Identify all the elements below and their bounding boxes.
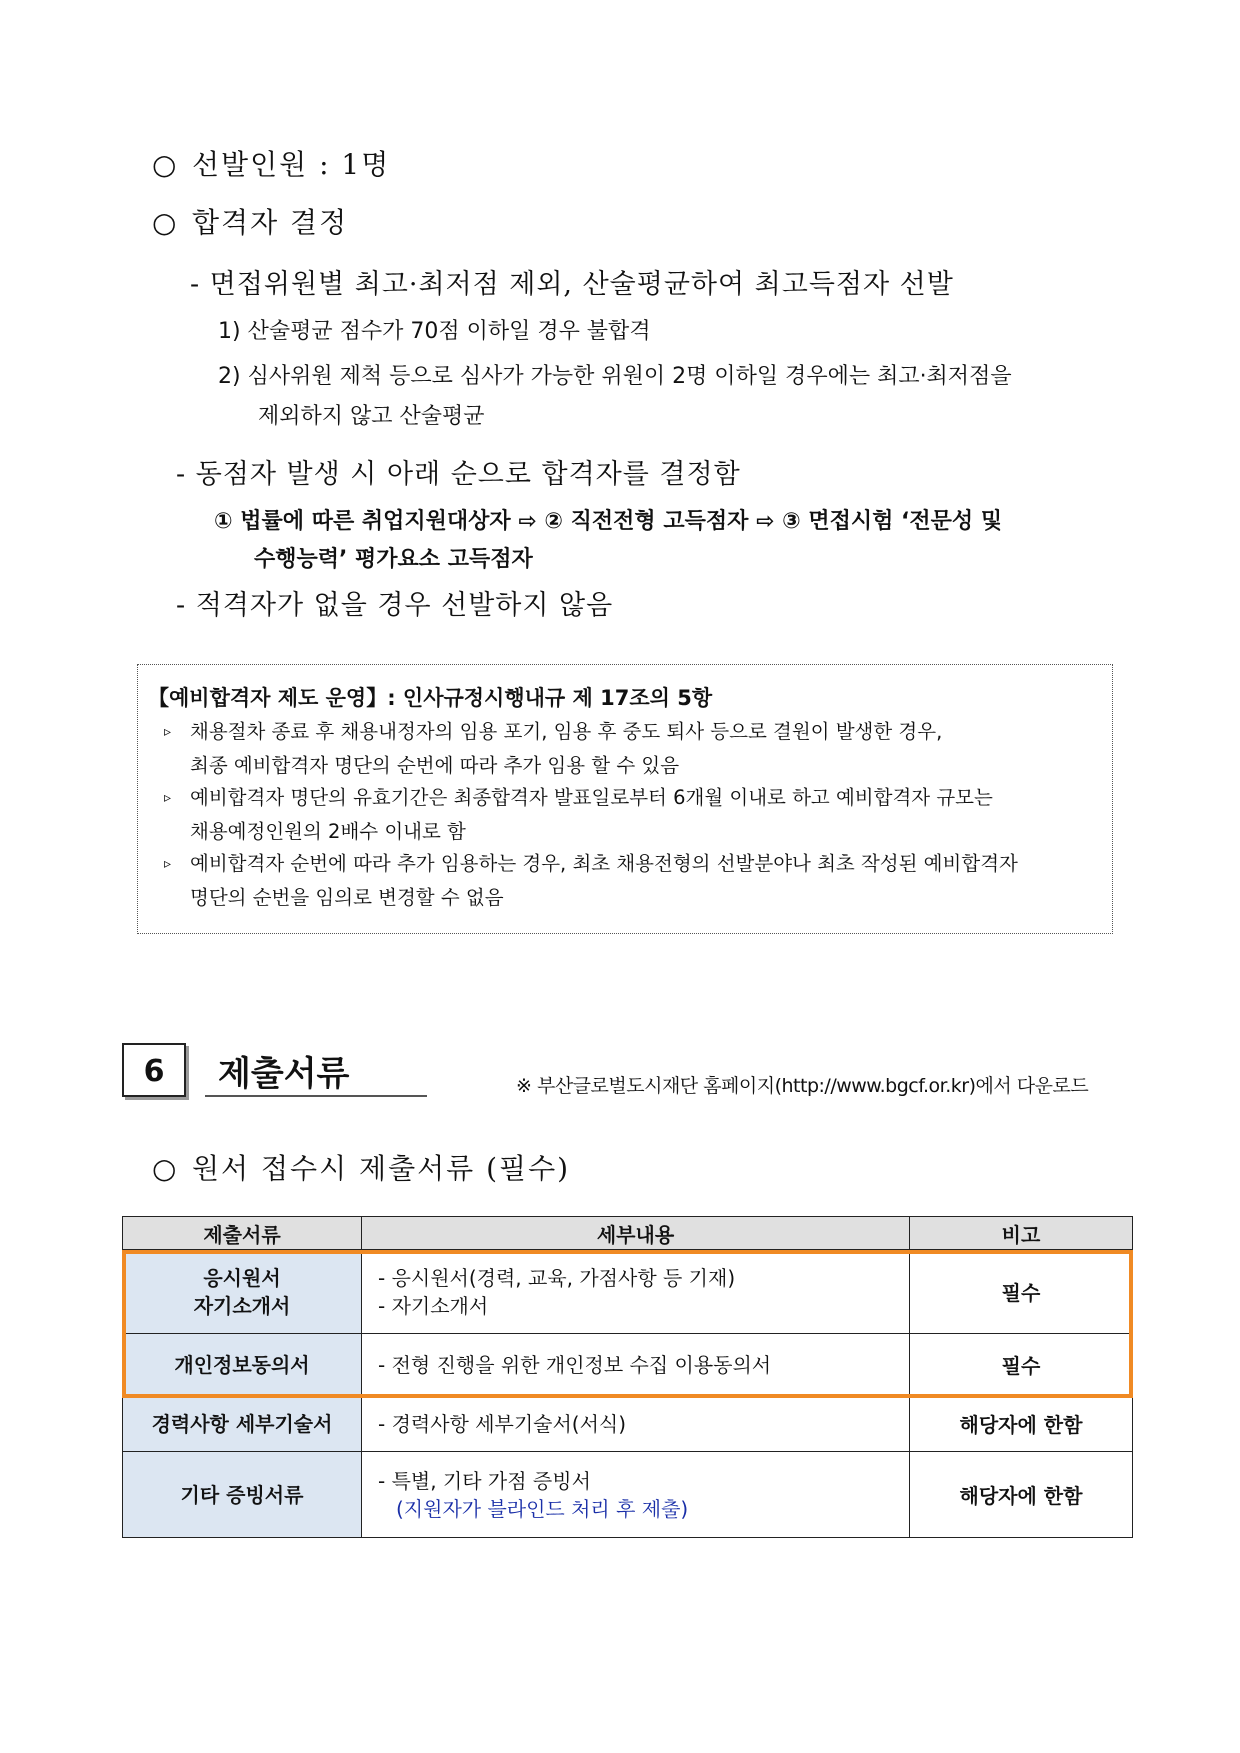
decision-sub-1: 1) 산술평균 점수가 70점 이하일 경우 불합격 — [218, 319, 651, 344]
doc-note-cell: 해당자에 한함 — [910, 1396, 1133, 1452]
triangle-bullet-icon: ▹ — [164, 790, 172, 806]
doc-note-cell: 필수 — [910, 1334, 1133, 1396]
doc-name-cell: 개인정보동의서 — [123, 1334, 362, 1396]
table-row — [123, 1452, 1133, 1538]
table-row — [123, 1250, 1133, 1334]
bullet-required-docs: ○ 원서 접수시 제출서류 (필수) — [152, 1152, 571, 1185]
doc-note-cell: 해당자에 한함 — [910, 1452, 1133, 1538]
table-row — [123, 1334, 1133, 1396]
section-number: 6 — [122, 1043, 186, 1097]
doc-detail-cell: - 특별, 기타 가점 증빙서 (지원자가 블라인드 처리 후 제출) — [362, 1452, 910, 1538]
bullet-decision: ○ 합격자 결정 — [152, 206, 349, 239]
decision-sub-2-cont: 제외하지 않고 산술평균 — [258, 404, 485, 429]
doc-name-cell: 경력사항 세부기술서 — [123, 1396, 362, 1452]
bullet-selection-count: ○ 선발인원 : 1명 — [152, 148, 391, 181]
download-note: ※ 부산글로벌도시재단 홈페이지(http://www.bgcf.or.kr)에서 다운로드 — [516, 1075, 1089, 1097]
decision-dash-2: - 동점자 발생 시 아래 순으로 합격자를 결정함 — [176, 459, 741, 490]
section-title: 제출서류 — [218, 1054, 350, 1094]
section-title-underline — [205, 1095, 427, 1097]
circle-bullet-icon: ○ — [152, 148, 179, 181]
tie-break-order: ① 법률에 따른 취업지원대상자 ⇨ ② 직전전형 고득점자 ⇨ ③ 면접시험 ‘전문성 및 — [214, 509, 1003, 534]
table-header-row — [123, 1217, 1133, 1250]
triangle-bullet-icon: ▹ — [164, 724, 172, 740]
decision-sub-2: 2) 심사위원 제척 등으로 심사가 가능한 위원이 2명 이하일 경우에는 최고·최저점을 — [218, 364, 1012, 389]
doc-detail-cell: - 응시원서(경력, 교육, 가점사항 등 기재) - 자기소개서 — [362, 1250, 910, 1334]
circle-bullet-icon: ○ — [152, 1152, 179, 1185]
reserve-box-title: 【예비합격자 제도 운영】: 인사규정시행내규 제 17조의 5항 — [148, 686, 713, 710]
tie-break-order-cont: 수행능력’ 평가요소 고득점자 — [254, 547, 533, 572]
column-header: 제출서류 — [123, 1217, 362, 1250]
column-header: 비고 — [910, 1217, 1133, 1250]
column-header: 세부내용 — [362, 1217, 910, 1250]
doc-note-cell: 필수 — [910, 1250, 1133, 1334]
doc-detail-cell: - 경력사항 세부기술서(서식) — [362, 1396, 910, 1452]
reserve-item: ▹ 예비합격자 명단의 유효기간은 최종합격자 발표일로부터 6개월 이내로 하고 예비합격자 규모는 채용예정인원의 2배수 이내로 함 — [164, 781, 993, 848]
doc-name-cell: 기타 증빙서류 — [123, 1452, 362, 1538]
doc-name-cell: 응시원서 자기소개서 — [123, 1250, 362, 1334]
reserve-item: ▹ 채용절차 종료 후 채용내정자의 임용 포기, 임용 후 중도 퇴사 등으로 결원이 발생한 경우, 최종 예비합격자 명단의 순번에 따라 추가 임용 할 수 있음 — [164, 715, 942, 782]
doc-detail-cell: - 전형 진행을 위한 개인정보 수집 이용동의서 — [362, 1334, 910, 1396]
reserve-candidate-box — [137, 664, 1113, 934]
required-documents-table — [122, 1216, 1133, 1538]
triangle-bullet-icon: ▹ — [164, 856, 172, 872]
reserve-item: ▹ 예비합격자 순번에 따라 추가 임용하는 경우, 최초 채용전형의 선발분야나 최초 작성된 예비합격자 명단의 순번을 임의로 변경할 수 없음 — [164, 847, 1018, 914]
decision-dash-1: - 면접위원별 최고·최저점 제외, 산술평균하여 최고득점자 선발 — [190, 269, 954, 300]
table-row — [123, 1396, 1133, 1452]
decision-dash-3: - 적격자가 없을 경우 선발하지 않음 — [176, 590, 614, 621]
circle-bullet-icon: ○ — [152, 206, 179, 239]
